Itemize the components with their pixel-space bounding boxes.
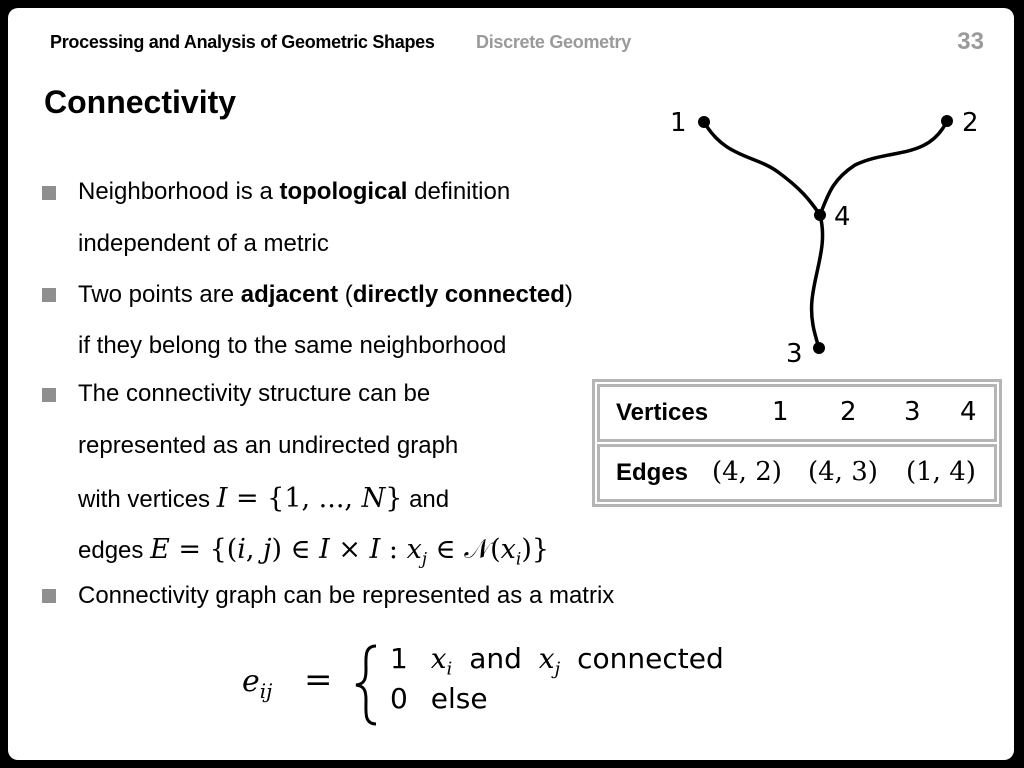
emphasis: adjacent [240,281,339,308]
edge-1-4-label: (1, 4) [906,457,976,487]
node-label-2: 2 [962,108,979,138]
text: definition [407,178,511,205]
node-label-3: 3 [786,339,803,369]
formula-lhs [242,664,272,703]
text: edges [78,537,151,564]
vertices-label: Vertices [616,399,709,426]
bullet-3-line-3 [78,483,449,514]
text: and [402,486,450,513]
node-label-4: 4 [834,202,851,232]
case-1 [390,642,724,680]
vertex-2: 2 [840,397,857,427]
bullet-3-line-2: represented as an undirected graph [78,432,459,459]
section-title: Discrete Geometry [476,32,631,52]
edge-4-3 [812,215,823,348]
bullet-marker [42,388,56,402]
text: Two points are [78,281,241,308]
edge-1-4 [704,122,820,215]
brace [352,644,382,726]
case-2-else: else [430,682,488,715]
case-1-connected: connected [577,642,724,675]
case-1-xi: $x_i$ [430,642,453,680]
adjacency-formula [240,640,760,730]
edge-4-2-label: (4, 2) [712,457,782,487]
vertices-row [597,384,997,442]
edge-4-3-label: (4, 3) [808,457,878,487]
bullet-marker [42,186,56,200]
lhs-subscript: ij [259,679,273,703]
vertex-3: 3 [904,397,921,427]
edges-label: Edges [616,459,689,486]
case-1-xj: $x_j$ [538,642,561,680]
lhs: e [242,664,260,699]
case-1-and: and [469,642,522,675]
text: ) [564,281,573,308]
vertex-set-formula: I = {1, ..., N} [216,483,403,514]
bullet-marker [42,589,56,603]
bullet-4-line-1: Connectivity graph can be represented as a matrix [78,582,615,609]
vertex-1: 1 [772,397,789,427]
bullet-2-line-1 [78,281,573,309]
course-title: Processing and Analysis of Geometric Shapes [50,32,435,52]
text: ( [338,281,353,308]
case-1-value: 1 [390,642,408,675]
node-1 [698,116,710,128]
node-3 [813,342,825,354]
edge-set-formula: E = {(i, j) ∈ I × I : $x_j$ ∈ $𝒩(x_i)$} [150,534,550,570]
emphasis: directly connected [352,281,565,308]
connectivity-graph [660,100,1000,370]
edge-4-2 [820,121,947,215]
page-number: 33 [957,28,984,55]
vertex-4: 4 [960,397,977,427]
node-4 [814,209,826,221]
case-2 [390,682,488,715]
node-2 [941,115,953,127]
bullet-1-line-2: independent of a metric [78,230,329,257]
bullet-2-line-2: if they belong to the same neighborhood [78,332,507,359]
bullet-marker [42,288,56,302]
graph-table [592,379,1002,507]
node-label-1: 1 [670,108,687,138]
slide-title: Connectivity [44,84,237,120]
bullet-1-line-1 [78,178,510,206]
emphasis: topological [279,178,408,205]
formula-eq: = [304,660,333,700]
text: Neighborhood is a [78,178,280,205]
bullet-3-line-4 [78,534,549,569]
edges-row [597,444,997,502]
case-2-value: 0 [390,682,408,715]
text: with vertices [78,486,217,513]
bullet-3-line-1: The connectivity structure can be [78,380,431,407]
